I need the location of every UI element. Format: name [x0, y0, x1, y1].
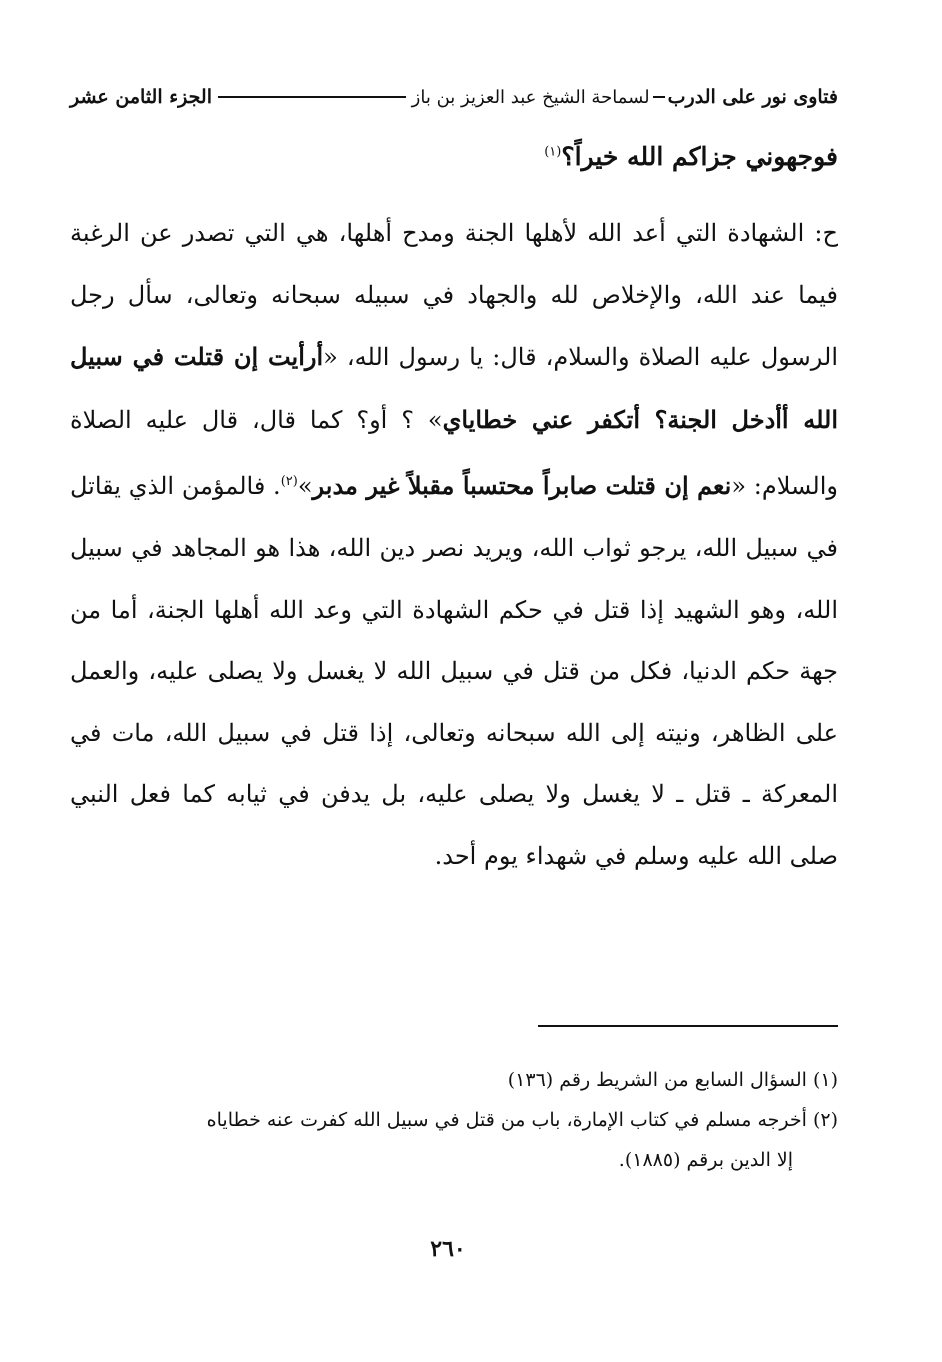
running-header: [70, 82, 838, 112]
footnote-ref-1: (١): [544, 144, 562, 160]
footnote-separator: [538, 1025, 838, 1027]
hadith-quote-1: أرأيت إن قتلت في سبيل الله أأدخل الجنة؟ أتكفر عني خطاياي: [70, 342, 839, 434]
volume-label: الجزء الثامن عشر: [70, 86, 212, 108]
footnote-marker: (٢): [812, 1109, 838, 1131]
answer-prefix: ح:: [804, 219, 838, 247]
footnote-text: السؤال السابع من الشريط رقم (١٣٦): [507, 1069, 807, 1091]
question-tail: فوجهوني جزاكم الله خيراً؟: [561, 142, 838, 171]
footnote-text: أخرجه مسلم في كتاب الإمارة، باب من قتل في سبيل الله كفرت عنه خطاياه: [206, 1109, 807, 1131]
answer-text-2: » ؟ أو؟ كما قال، قال عليه الصلاة والسلام: «: [70, 405, 838, 501]
footnote-marker: (١): [812, 1069, 838, 1091]
footnote-2: [70, 1100, 838, 1140]
footnote-2-continuation: إلا الدين برقم (١٨٨٥).: [618, 1149, 793, 1171]
hadith-quote-2: نعم إن قتلت صابراً محتسباً مقبلاً غير مدبر: [312, 471, 732, 501]
author-name: لسماحة الشيخ عبد العزيز بن باز: [411, 86, 650, 108]
book-title: فتاوى نور على الدرب: [667, 86, 838, 108]
answer-paragraph: [70, 203, 838, 888]
header-rule: [218, 96, 406, 98]
footnote-1: [70, 1060, 838, 1100]
header-dash: [653, 96, 665, 98]
answer-text-3: »: [297, 472, 313, 501]
question-text: [544, 142, 838, 171]
answer-text-4: . فالمؤمن الذي يقاتل في سبيل الله، يرجو ثواب الله، ويريد نصر دين الله، هذا هو المجاهد في سبيل الله، وهو الشهيد إذا قتل في حكم الشهادة التي وعد الله أهلها الجنة، أما من جهة حكم الدنيا، فكل من قتل في سبيل الله لا يغسل ولا يصلى عليه، والعمل على الظاهر، ونيته إلى الله سبحانه وتعالى، إذا قتل في سبيل الله، مات في المعركة ـ قتل ـ لا يغسل ولا يصلى عليه، بل يدفن في ثيابه كما فعل النبي صلى الله عليه وسلم في شهداء يوم أحد.: [70, 472, 838, 870]
footnotes: [70, 1060, 838, 1180]
answer-text-1: الشهادة التي أعد الله لأهلها الجنة ومدح أهلها، هي التي تصدر عن الرغبة فيما عند الله، والإخلاص لله والجهاد في سبيله سبحانه وتعالى، سأل رجل الرسول عليه الصلاة والسلام، قال: يا رسول الله، «: [70, 219, 839, 372]
footnote-ref-2: (٢): [280, 474, 298, 490]
page-number: ٢٦٠: [430, 1236, 466, 1262]
